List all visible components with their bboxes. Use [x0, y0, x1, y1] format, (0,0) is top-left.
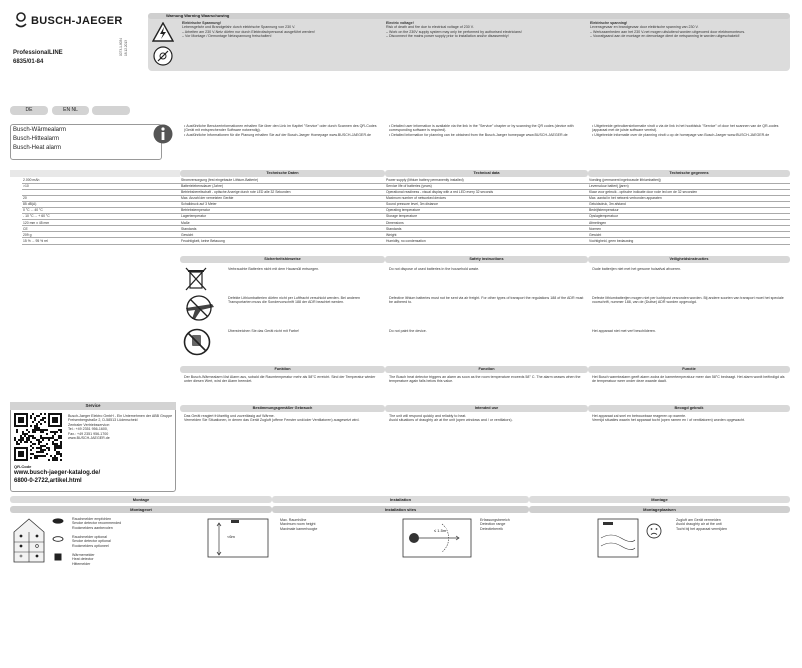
tech-cell: Operational readiness - visual display with a red LED every 32 seconds	[385, 189, 588, 195]
tech-cell: Standards	[180, 226, 385, 232]
warning-nl: Elektrische spanning! Levensgevaar en brandgevaar door elektrische spanning van 230 V. – Werkzaamheden aan het 230 V-net mogen uitsluitend worden uitgevoerd door elektromonteurs. – Voorafgaand aan de montage en demontage dient de netspanning te worden uitgeschakeld!	[590, 21, 746, 39]
tech-cell: 209 g	[22, 232, 180, 238]
tech-cell: Weight	[385, 232, 588, 238]
safety-en-3: Do not paint the device.	[389, 329, 427, 333]
legend-heat: Wärmemelder Heat detector Hittemelder	[72, 553, 95, 566]
tech-cell: 120 mm x 45 mm	[22, 220, 180, 226]
qr-code-label: QR-Code	[14, 464, 32, 469]
catalog-url-2[interactable]: 6800-0-2722,artikel.html	[14, 478, 82, 484]
tech-cell: Max. Anzahl der vernetzten Geräte	[180, 195, 385, 201]
tech-cell: Humidity, no condensation	[385, 238, 588, 244]
safety-nl-2: Defecte lithiumbatterijen mogen niet per luchtpost verzonden worden. Bij andere soorten van transport moet het speciale voorschrift, nummer 188, van de (Duitse) ADR worden opgevolgd.	[592, 296, 784, 305]
detection-range-diagram	[402, 518, 472, 558]
busch-jaeger-logo-icon	[14, 12, 28, 29]
detection-range-text: Erfassungsbereich Detection range Detectiebereik	[480, 518, 510, 531]
sites-header-en: Installation sites	[272, 506, 529, 513]
function-header-en: Function	[385, 366, 588, 373]
voltage-warning-icon	[152, 22, 174, 42]
function-nl: Het Busch warmtealarm geeft alarm zodra de kamertemperatuur meer dan 58°C bedraagt. Het alarm wordt beëindigd als de temperatuur weer onder deze waarde daalt.	[592, 375, 785, 384]
montage-header-nl: Montage	[529, 496, 790, 503]
smoke-detector-optional-icon	[52, 536, 64, 542]
safety-en-2: Defective lithium batteries must not be sent via air freight. For other types of transport the regulations 188 of the ADR must be adhered to.	[389, 296, 584, 305]
info-de: • Ausführliche Benutzerinformationen erhalten Sie über den Link im Kapitel "Service" oder durch Scannen des QR-Codes (Gerät mit entsprechender Software notwendig). • Ausführliche Informationen für die Planung erhalten Sie auf der Busch-Jaeger Homepage www.BUSCH-JAEGER.de	[184, 124, 377, 137]
detection-range-label: ≤ 1.5m	[434, 528, 447, 533]
tech-row	[180, 238, 385, 244]
tech-cell: Storage temperature	[385, 214, 588, 220]
tech-cell: Batterielebensdauer (Jahre)	[180, 183, 385, 189]
warning-de: Elektrische Spannung! Lebensgefahr und Brandgefahr durch elektrische Spannung von 230 V. – Arbeiten am 230 V-Netz dürfen nur durch Elektrofachpersonal ausgeführt werden! – Vor Montage / Demontage Netzspannung freischalten!	[182, 21, 315, 39]
tech-en-table	[385, 177, 588, 245]
product-name-de: Busch-Wärmealarm	[13, 127, 67, 133]
tech-cell: Maße	[180, 220, 385, 226]
room-height-label: <6m	[227, 534, 235, 539]
heat-detector-icon	[54, 553, 62, 561]
tech-cell: CE	[22, 226, 180, 232]
tech-cell: Klaar voor gebruik - optische indicatie door rode led om de 32 seconden	[588, 189, 790, 195]
safety-de-3: Überstreichen Sie das Gerät nicht mit Farbe!	[228, 329, 300, 333]
safety-nl-1: Oude batterijen niet met het gewone huisafval afvoeren.	[592, 267, 682, 271]
safety-header-de: Sicherheitshinweise	[180, 256, 385, 263]
warning-en: Electric voltage! Risk of death and fire due to electrical voltage of 230 V. – Work on the 230V supply system may only be performed by authorised electricians! – Disconnect the mains power supply prior to installation and/or disassembly!	[386, 21, 522, 39]
tech-cell: 2.000 mAh	[22, 177, 180, 183]
tech-cell: 85 dB(A)	[22, 201, 180, 207]
tech-cell: Afmetingen	[588, 220, 790, 226]
qr-code-icon[interactable]	[14, 413, 62, 461]
tech-cell: Stromversorgung (fest eingebaute Lithium-Batterie)	[180, 177, 385, 183]
lang-en-nl: EN NL	[52, 106, 89, 115]
service-header: Service	[10, 402, 176, 410]
tech-cell: Opslagtemperatuur	[588, 214, 790, 220]
catalog-url-1[interactable]: www.busch-jaeger-katalog.de/	[14, 470, 101, 476]
product-name-en: Busch-Heat alarm	[13, 145, 62, 151]
smoke-detector-recommended-icon	[52, 518, 64, 524]
tech-row	[588, 238, 790, 244]
tech-header-de: Technische Daten	[180, 170, 385, 177]
tech-values-header	[10, 170, 180, 177]
tech-cell: Operating temperature	[385, 207, 588, 213]
tech-cell: Lagertemperatur	[180, 214, 385, 220]
house-diagram	[12, 516, 46, 564]
tech-cell: Gewicht	[588, 232, 790, 238]
legend-optional: Rauchmelder optional Smoke detector optional Rookmelders optioneel	[72, 535, 111, 548]
crossed-bin-icon	[183, 266, 209, 292]
tech-cell: Sound pressure level, 3m distance	[385, 201, 588, 207]
info-icon	[153, 124, 173, 144]
tech-cell: Maximum number of networked devices	[385, 195, 588, 201]
tech-cell: Standards	[385, 226, 588, 232]
lang-spacer	[92, 106, 130, 115]
room-height-diagram	[207, 518, 269, 558]
tech-cell: Vochtigheid, geen bedauwing	[588, 238, 790, 244]
tech-header-en: Technical data	[385, 170, 588, 177]
product-name-nl: Busch-Hittealarm	[13, 136, 60, 142]
function-de: Der Busch-Wärmealarm löst Alarm aus, sobald die Raumtemperatur mehr als 58°C erreicht. Sind der Temperatur wieder unter diesen Wert, wird der Alarm beendet.	[184, 375, 376, 384]
doc-date: 18.12.2013	[124, 40, 128, 56]
function-header-de: Funktion	[180, 366, 385, 373]
no-tools-icon	[153, 46, 173, 66]
safety-nl-3: Het apparaat niet met verf beschilderen.	[592, 329, 656, 333]
product-line: ProfessionalLINE	[13, 50, 63, 56]
tech-cell: Betriebstemperatur	[180, 207, 385, 213]
tech-values-table	[22, 177, 180, 245]
warning-header-bar	[148, 13, 790, 19]
tech-cell: Max. aantal in het netwerk verbonden apparaten	[588, 195, 790, 201]
safety-de-2: Defekte Lithiumbatterien dürfen nicht per Luftfracht verschickt werden. Bei anderen Transportarten muss die Sondervorschrift 188 der ADR beachtet werden.	[228, 296, 361, 305]
tech-cell: Voeding (permanent ingebouwde lithiumbatterij)	[588, 177, 790, 183]
draught-text: Zugluft am Gerät vermeiden Avoid draughty air at the unit Tocht bij het apparaat vermijden	[676, 518, 727, 531]
usage-de: Das Gerät reagiert frühzeitig und zuverlässig auf Wärme. Vermeiden Sie Situationen, in denen das Gerät Zugluft (offene Fenster und/oder Ventilatoren) ausgesetzt wird.	[184, 414, 360, 423]
tech-de-table	[180, 177, 385, 245]
tech-header-nl: Technische gegevens	[588, 170, 790, 177]
lang-de: DE	[10, 106, 48, 115]
tech-cell: - 10 °C ... + 60 °C	[22, 214, 180, 220]
tech-cell: 0 °C ... 40 °C	[22, 207, 180, 213]
product-names	[10, 124, 162, 160]
info-en: • Detailed user information is available via the link in the "Service" chapter or by scanning the QR codes (device with corresponding software is required). • Detailed information for planning can be obtained from the Busch-Jaeger homepage www.BUSCH-JAEGER.de	[389, 124, 574, 137]
no-paint-icon	[183, 328, 211, 356]
draught-diagram	[597, 518, 639, 558]
service-address: Busch-Jaeger Elektro GmbH - Ein Unternehmen der ABB Gruppe Freisenbergstraße 2, D-58513 Lüdenscheid Zentraler Vertriebsservice: Tel.: +49 2351 956-1600, Fax.: +49 2351 956-1700 www.BUSCH-JAEGER.de	[68, 414, 173, 441]
tech-cell: Levensduur batterij (jaren)	[588, 183, 790, 189]
usage-header-nl: Beoogd gebruik	[588, 405, 790, 412]
no-air-freight-icon	[183, 294, 217, 322]
tech-row	[22, 238, 180, 244]
legend-recommended: Rauchmelder empfohlen Smoke detector recommended Rookmelders aanbevolen	[72, 517, 122, 530]
tech-cell: Schalldruck auf 3 Meter	[180, 201, 385, 207]
warning-header: Warnung Warning Waarschuwing	[166, 13, 230, 18]
safety-en-1: Do not dispose of used batteries in the household waste.	[389, 267, 480, 271]
usage-nl: Het apparaat zal snel en betrouwbaar reageren op warmte. Vermijd situaties waarin het apparaat tocht (open ramen en / of ventilatoren) worden opgewacht.	[592, 414, 746, 423]
tech-cell: >10	[22, 183, 180, 189]
tech-cell: Betriebsbereitschaft - optische Anzeige durch rote LED alle 32 Sekunden	[180, 189, 385, 195]
tech-cell: Gewicht	[180, 232, 385, 238]
tech-cell: Bedrijfstemperatuur	[588, 207, 790, 213]
tech-cell: 15 % ... 95 % rel	[22, 238, 180, 244]
montage-header-de: Montage	[10, 496, 272, 503]
sites-header-de: Montageort	[10, 506, 272, 513]
tech-cell: Service life of batteries (years)	[385, 183, 588, 189]
tech-cell: Normen	[588, 226, 790, 232]
safety-de-1: Verbrauchte Batterien nicht mit dem Hausmüll entsorgen.	[228, 267, 320, 271]
sad-face-icon	[646, 523, 662, 539]
safety-header-nl: Veiligheidsinstructies	[588, 256, 790, 263]
tech-cell: Geluidsdruk, 3m afstand	[588, 201, 790, 207]
tech-cell: Power supply (lithium battery permanently installed)	[385, 177, 588, 183]
function-en: The Busch heat detector triggers an alarm as soon as the room temperature exceeds 58° C. The alarm ceases when the temperature again falls below this value.	[389, 375, 581, 384]
tech-nl-table	[588, 177, 790, 245]
tech-cell: Feuchtigkeit, keine Betauung	[180, 238, 385, 244]
usage-header-de: Bestimmungsgemäßer Gebrauch	[180, 405, 385, 412]
tech-cell: Dimensions	[385, 220, 588, 226]
doc-code: 0073-1-8034	[119, 37, 123, 56]
tech-row	[385, 238, 588, 244]
function-header-nl: Functie	[588, 366, 790, 373]
usage-en: The unit will respond quickly and reliably to heat. Avoid situations of draughty air at the unit (open windows and / or ventilators).	[389, 414, 513, 423]
brand-logo-text: BUSCH-JAEGER	[31, 15, 123, 27]
usage-header-en: Intended use	[385, 405, 588, 412]
tech-cell: 20	[22, 195, 180, 201]
info-nl: • Uitgebreide gebruikersinformatie vindt u via de link in het hoofdstuk "Service" of door het scannen van de QR-codes (apparaat met de juiste software vereist). • Uitgebreide informatie over de planning vindt u op de homepage van Busch-Jaeger www.BUSCH-JAEGER.de	[592, 124, 779, 137]
montage-header-en: Installation	[272, 496, 529, 503]
room-height-text: Max. Raumhöhe Maximum room height Maximale kamerhoogte	[280, 518, 318, 531]
service-website-link[interactable]: www.BUSCH-JAEGER.de	[68, 436, 110, 441]
product-code: 6835/01-84	[13, 59, 44, 65]
safety-header-en: Safety instructions	[385, 256, 588, 263]
sites-header-nl: Montageplaatsen	[529, 506, 790, 513]
